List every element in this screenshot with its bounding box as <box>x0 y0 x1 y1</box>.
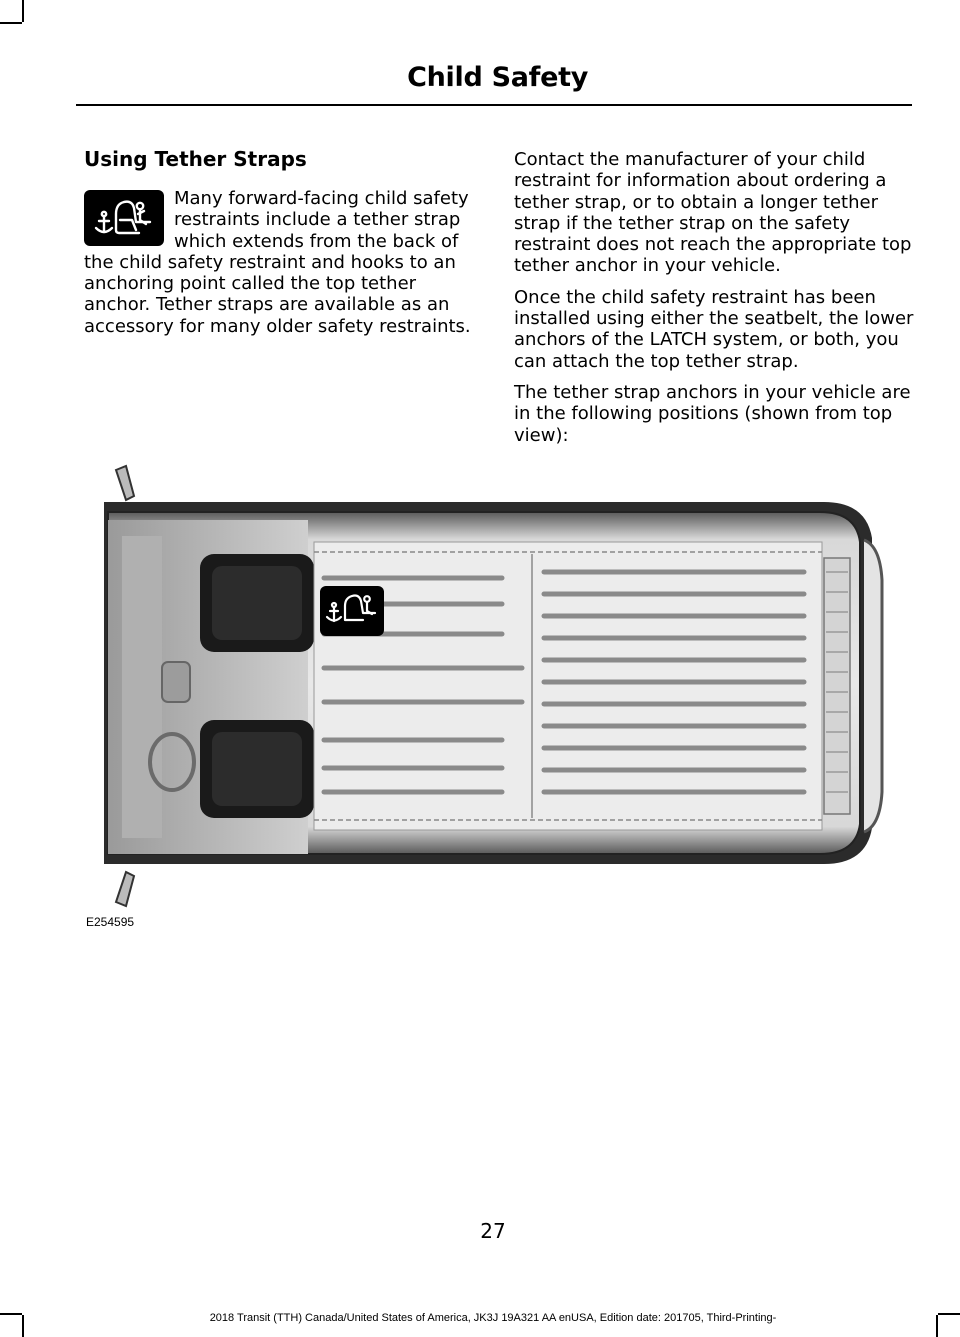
contact-manufacturer-paragraph: Contact the manufacturer of your child restraint for information about ordering a tether strap, or to obtain a longer tether strap if the tether strap on the safety restraint does not reach the appropriate top tether anchor in your vehicle. <box>514 149 912 277</box>
attach-tether-paragraph: Once the child safety restraint has been installed using either the seatbelt, the lower anchors of the LATCH system, or both, you can attach the top tether strap. <box>514 286 914 372</box>
child-seat-tether-anchor-icon <box>84 190 164 246</box>
page-number: 27 <box>480 1219 506 1243</box>
section-heading: Using Tether Straps <box>84 147 307 171</box>
vehicle-top-view-figure <box>82 462 902 910</box>
header-divider <box>76 104 912 106</box>
crop-mark <box>22 0 24 22</box>
figure-code: E254595 <box>86 915 135 929</box>
anchor-positions-paragraph: The tether strap anchors in your vehicle are in the following positions (shown from top view): <box>514 381 911 446</box>
page-header-title: Child Safety <box>407 62 588 93</box>
left-column <box>84 147 476 347</box>
right-column <box>514 149 914 456</box>
tether-intro-paragraph: Many forward-facing child safety restraints include a tether strap which extends from the back of the child safety restraint and hooks to an anchoring point called the top tether anchor. Tether straps are available as an accessory for many older safety restraints. <box>84 188 471 337</box>
page-footer: 2018 Transit (TTH) Canada/United States of America, JK3J 19A321 AA enUSA, Edition date: 201705, Third-Printing- <box>209 1312 777 1324</box>
crop-mark <box>0 22 22 24</box>
